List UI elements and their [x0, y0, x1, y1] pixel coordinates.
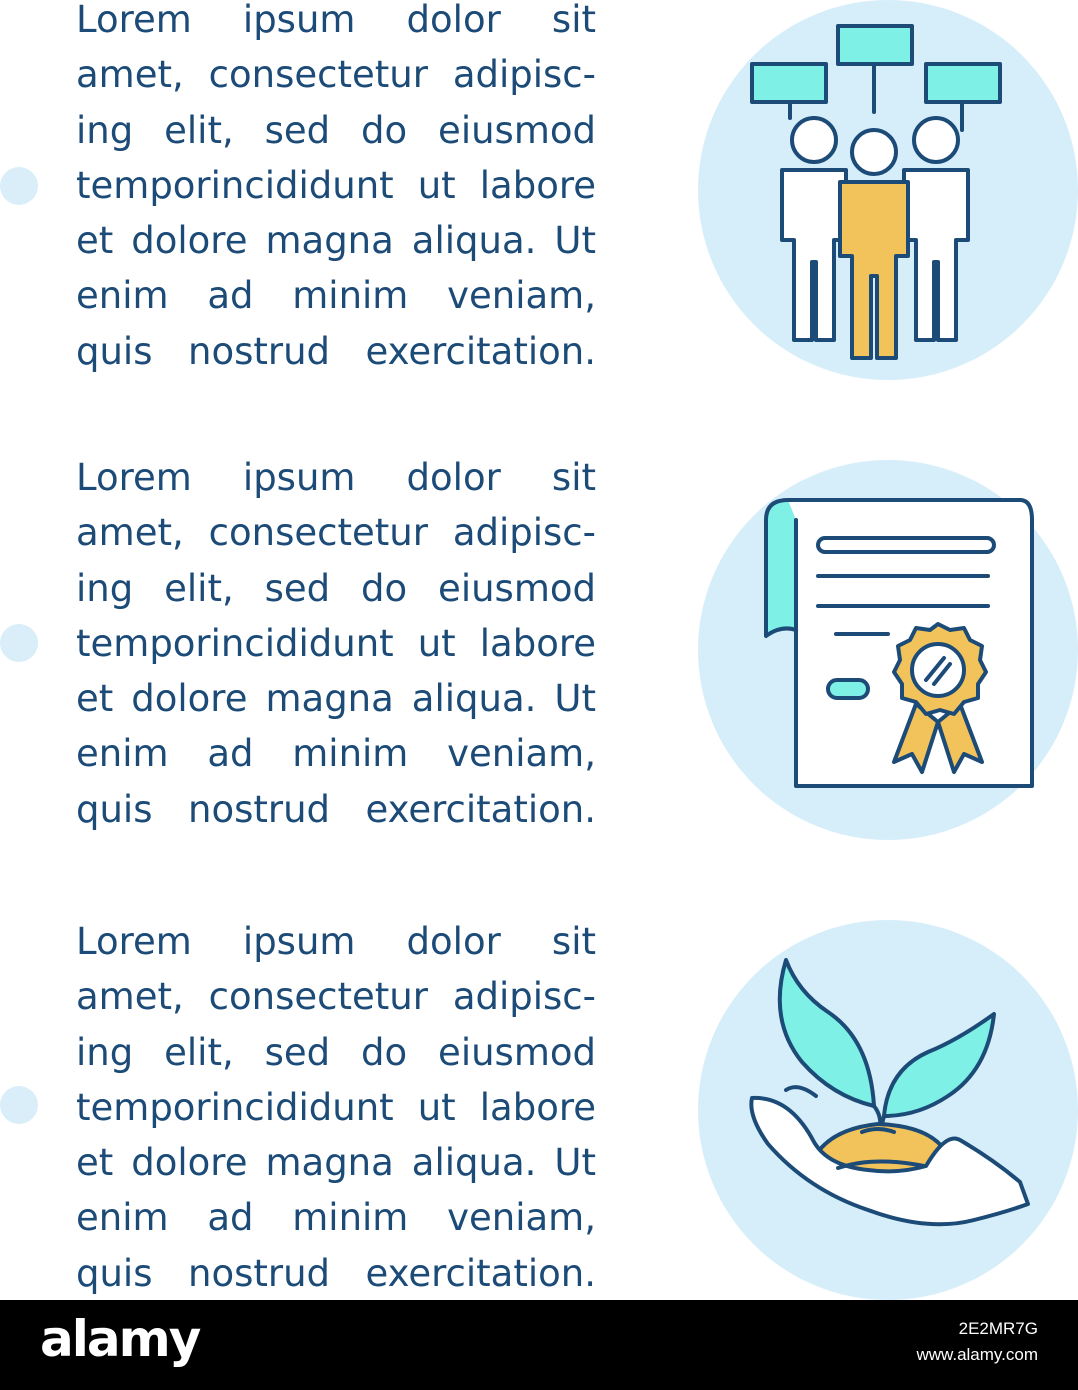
- icon-circle: [698, 0, 1078, 380]
- icon-circle: [698, 920, 1078, 1300]
- paragraph-line: et dolore magna aliqua. Ut: [76, 1141, 596, 1185]
- paragraph-line: enim ad minim veniam,: [76, 1196, 596, 1240]
- icon-circle: [698, 460, 1078, 840]
- section-team: [0, 0, 1078, 380]
- watermark-footer: [0, 1300, 1078, 1390]
- paragraph-line: Lorem ipsum dolor sit: [76, 920, 596, 963]
- paragraph-line: Lorem ipsum dolor sit: [76, 0, 596, 41]
- image-id: 2E2MR7G: [958, 1319, 1038, 1338]
- site-url: www.alamy.com: [916, 1345, 1038, 1364]
- paragraph-line: et dolore magna aliqua. Ut: [76, 677, 596, 721]
- paragraph-line: amet, consectetur adipisc-: [76, 975, 596, 1019]
- paragraph-line: quis nostrud exercitation.: [76, 1251, 596, 1295]
- paragraph-line: amet, consectetur adipisc-: [76, 511, 596, 555]
- team-with-placards-icon: [698, 0, 1078, 380]
- paragraph-line: temporincididunt ut labore: [76, 621, 596, 665]
- paragraph-line: enim ad minim veniam,: [76, 274, 596, 318]
- footer-logo: alamy: [40, 1310, 200, 1368]
- paragraph-line: enim ad minim veniam,: [76, 732, 596, 776]
- paragraph-line: ing elit, sed do eiusmod: [76, 108, 596, 152]
- paragraph-line: ing elit, sed do eiusmod: [76, 1030, 596, 1074]
- bullet-dot: [0, 624, 38, 662]
- paragraph-line: ing elit, sed do eiusmod: [76, 566, 596, 610]
- hand-holding-sprout-icon: [698, 920, 1078, 1300]
- section-paragraph: [76, 0, 596, 379]
- paragraph-line: amet, consectetur adipisc-: [76, 53, 596, 97]
- paragraph-line: temporincididunt ut labore: [76, 163, 596, 207]
- section-growth: [0, 922, 1078, 1302]
- certificate-with-badge-icon: [698, 460, 1078, 840]
- section-certificate: [0, 458, 1078, 838]
- paragraph-line: temporincididunt ut labore: [76, 1085, 596, 1129]
- paragraph-line: quis nostrud exercitation.: [76, 329, 596, 373]
- bullet-dot: [0, 1086, 38, 1124]
- paragraph-line: et dolore magna aliqua. Ut: [76, 219, 596, 263]
- bullet-dot: [0, 167, 38, 205]
- section-paragraph: [76, 914, 596, 1301]
- paragraph-line: quis nostrud exercitation.: [76, 787, 596, 831]
- section-paragraph: [76, 450, 596, 837]
- footer-id: [916, 1316, 1038, 1368]
- paragraph-line: Lorem ipsum dolor sit: [76, 456, 596, 499]
